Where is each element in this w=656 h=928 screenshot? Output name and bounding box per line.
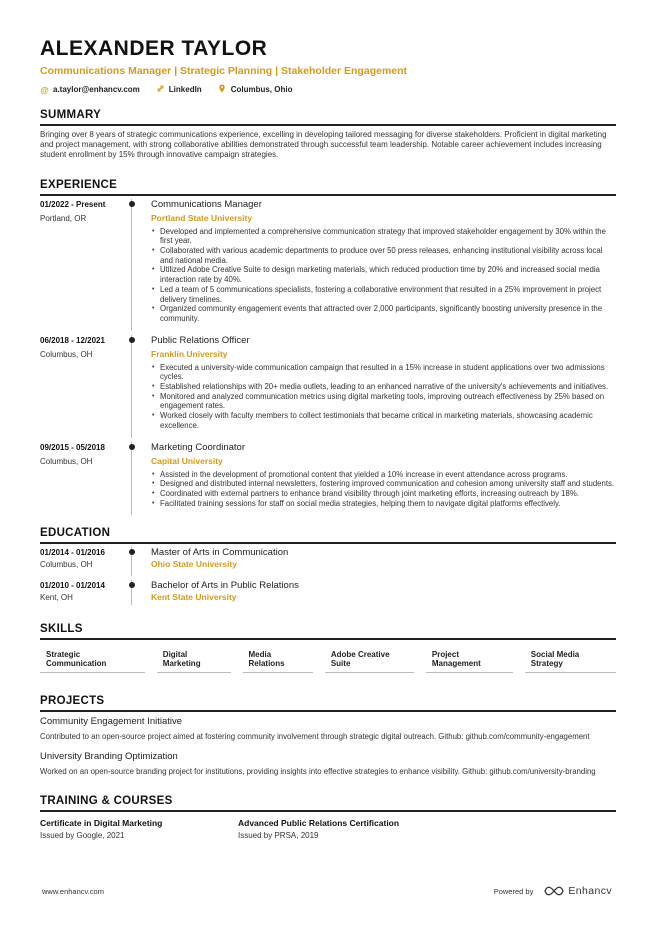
bullet-item: • Coordinated with external partners to enhance brand visibility through joint marketing efforts, increasing outreach by 18%.	[151, 489, 616, 499]
section-divider	[40, 194, 616, 196]
experience-section	[40, 179, 616, 516]
skill-tag: Adobe Creative Suite	[325, 648, 414, 673]
project-description: Worked on an open-source branding project for institutions, providing insights into effective strategies to enhance visibility. Github: github.com/university-branding	[40, 767, 596, 777]
summary-heading: SUMMARY	[40, 109, 102, 121]
bullet-item: • Executed a university-wide communication campaign that resulted in a 15% increase in student applications over two admissions cycles.	[151, 363, 616, 382]
section-divider	[40, 810, 616, 812]
powered-by	[494, 885, 612, 897]
footer-website-link[interactable]: www.enhancv.com	[42, 886, 104, 896]
section-divider	[40, 124, 616, 126]
section-divider	[40, 542, 616, 544]
entry-location: Columbus, OH	[40, 456, 93, 466]
skill-tag: Social Media Strategy	[525, 648, 616, 673]
bullet-item: • Established relationships with 20+ media outlets, leading to an enhanced narrative of the university's achievements and initiatives.	[151, 382, 616, 392]
location-pin-icon	[218, 84, 227, 95]
bullet-item: • Designed and distributed internal newsletters, fostering improved communication and cohesion among university staff and students.	[151, 479, 616, 489]
timeline-dot	[129, 444, 135, 450]
project-item	[40, 751, 616, 777]
bullet-item: • Assisted in the development of promotional content that yielded a 10% increase in event attendance across programs.	[151, 470, 616, 480]
training-section	[40, 795, 616, 841]
bullet-item: • Collaborated with various academic departments to produce over 50 press releases, enhancing institutional visibility across local and national media.	[151, 246, 616, 265]
timeline-dot	[129, 337, 135, 343]
courses-list	[40, 818, 616, 841]
timeline-dot	[129, 582, 135, 588]
bullet-item: • Organized community engagement events that attracted over 2,000 participants, significantly boosting university presence in the community.	[151, 304, 616, 323]
course-issuer: Issued by PRSA, 2019	[238, 830, 319, 840]
linkedin-text: LinkedIn	[168, 85, 202, 94]
project-description: Contributed to an open-source project aimed at fostering community involvement through strategic digital outreach. Github: github.com/community-engagement	[40, 732, 590, 742]
entry-location: Portland, OR	[40, 213, 87, 223]
section-divider	[40, 710, 616, 712]
powered-by-label: Powered by	[493, 886, 534, 896]
course-item	[40, 818, 238, 841]
timeline-line	[131, 442, 132, 516]
school-name: Kent State University	[151, 592, 237, 603]
timeline-line	[131, 199, 132, 331]
enhancv-logo-text: Enhancv	[568, 885, 612, 897]
section-divider	[40, 638, 616, 640]
education-entry	[40, 580, 616, 605]
bullet-item: • Worked closely with faculty members to collect testimonials that became critical in marketing materials, showcasing academic excellence.	[151, 411, 616, 430]
skill-tag: Strategic Communication	[40, 648, 145, 673]
course-title: Advanced Public Relations Certification	[238, 817, 400, 828]
degree-title: Bachelor of Arts in Public Relations	[151, 580, 299, 592]
timeline-dot	[129, 549, 135, 555]
training-heading: TRAINING & COURSES	[40, 794, 173, 807]
skill-tag: Project Management	[426, 648, 513, 673]
page-footer	[42, 885, 612, 897]
projects-heading: PROJECTS	[40, 695, 105, 708]
entry-bullets	[151, 227, 616, 324]
skills-list	[40, 648, 616, 673]
entry-location: Kent, OH	[40, 593, 73, 603]
education-heading: EDUCATION	[40, 527, 111, 540]
email-text: a.taylor@enhancv.com	[53, 85, 140, 94]
resume-page	[40, 38, 616, 841]
entry-date: 06/2018 - 12/2021	[40, 335, 105, 345]
enhancv-logo-icon	[543, 885, 565, 897]
bullet-item: • Utilized Adobe Creative Suite to design marketing materials, which reduced production time by 20% and increased social media interaction rate by 40%.	[151, 265, 616, 284]
enhancv-logo[interactable]	[543, 885, 612, 897]
entry-date: 09/2015 - 05/2018	[40, 442, 105, 452]
project-title: University Branding Optimization	[40, 751, 178, 763]
location-text: Columbus, Ohio	[230, 85, 293, 94]
skills-section	[40, 623, 616, 673]
experience-entry	[40, 199, 616, 331]
education-section	[40, 527, 616, 605]
course-title: Certificate in Digital Marketing	[40, 817, 163, 828]
contact-linkedin[interactable]	[156, 84, 202, 95]
entry-bullets	[151, 363, 616, 431]
contact-location	[218, 84, 293, 95]
contact-row	[40, 84, 616, 95]
summary-section	[40, 109, 616, 161]
school-name: Ohio State University	[151, 559, 237, 570]
entry-role: Public Relations Officer	[151, 334, 250, 346]
entry-organization: Portland State University	[151, 212, 253, 223]
entry-location: Columbus, OH	[40, 560, 93, 570]
bullet-item: • Monitored and analyzed communication metrics using digital marketing tools, improving outreach effectiveness by 25% based on engagement rates.	[151, 392, 616, 411]
candidate-headline: Communications Manager | Strategic Planning | Stakeholder Engagement	[40, 65, 408, 77]
timeline-dot	[129, 201, 135, 207]
degree-title: Master of Arts in Communication	[151, 547, 289, 559]
resume-header	[40, 38, 616, 95]
entry-organization: Capital University	[151, 455, 223, 466]
bullet-item: • Facilitated training sessions for staff on social media strategies, helping them to navigate digital platforms effectively.	[151, 499, 616, 509]
at-icon: @	[40, 84, 49, 95]
entry-bullets	[151, 470, 616, 509]
contact-email[interactable]	[40, 85, 140, 95]
candidate-name: ALEXANDER TAYLOR	[40, 37, 268, 60]
experience-entry	[40, 442, 616, 516]
entry-organization: Franklin University	[151, 348, 228, 359]
project-item	[40, 716, 616, 742]
experience-heading: EXPERIENCE	[40, 178, 118, 191]
bullet-item: • Developed and implemented a comprehensive communication strategy that improved stakeholder engagement by 30% within the first year.	[151, 227, 616, 246]
skills-heading: SKILLS	[40, 623, 83, 636]
entry-location: Columbus, OH	[40, 349, 93, 359]
experience-entry	[40, 335, 616, 438]
skill-tag: Media Relations	[243, 648, 313, 673]
entry-date: 01/2014 - 01/2016	[40, 548, 105, 558]
bullet-item: • Led a team of 5 communications specialists, fostering a collaborative environment that resulted in a 25% improvement in project delivery timelines.	[151, 285, 616, 304]
skill-tag: Digital Marketing	[157, 648, 231, 673]
entry-date: 01/2022 - Present	[40, 199, 106, 209]
course-item	[238, 818, 436, 841]
entry-date: 01/2010 - 01/2014	[40, 581, 105, 591]
project-title: Community Engagement Initiative	[40, 716, 183, 728]
timeline-line	[131, 335, 132, 438]
link-icon	[156, 84, 165, 95]
entry-role: Communications Manager	[151, 198, 262, 210]
course-issuer: Issued by Google, 2021	[40, 830, 125, 840]
summary-text: Bringing over 8 years of strategic communications experience, excelling in developing tailored messaging for diverse stakeholders. Proficient in digital marketing and project management, with strong collaborative abilities demonstrated through successful team leadership. Notable career achievement includes increasing student enrollment by 15% through innovative campaign strategies.	[40, 130, 607, 160]
projects-section	[40, 695, 616, 776]
education-entry	[40, 547, 616, 576]
entry-role: Marketing Coordinator	[151, 441, 245, 453]
